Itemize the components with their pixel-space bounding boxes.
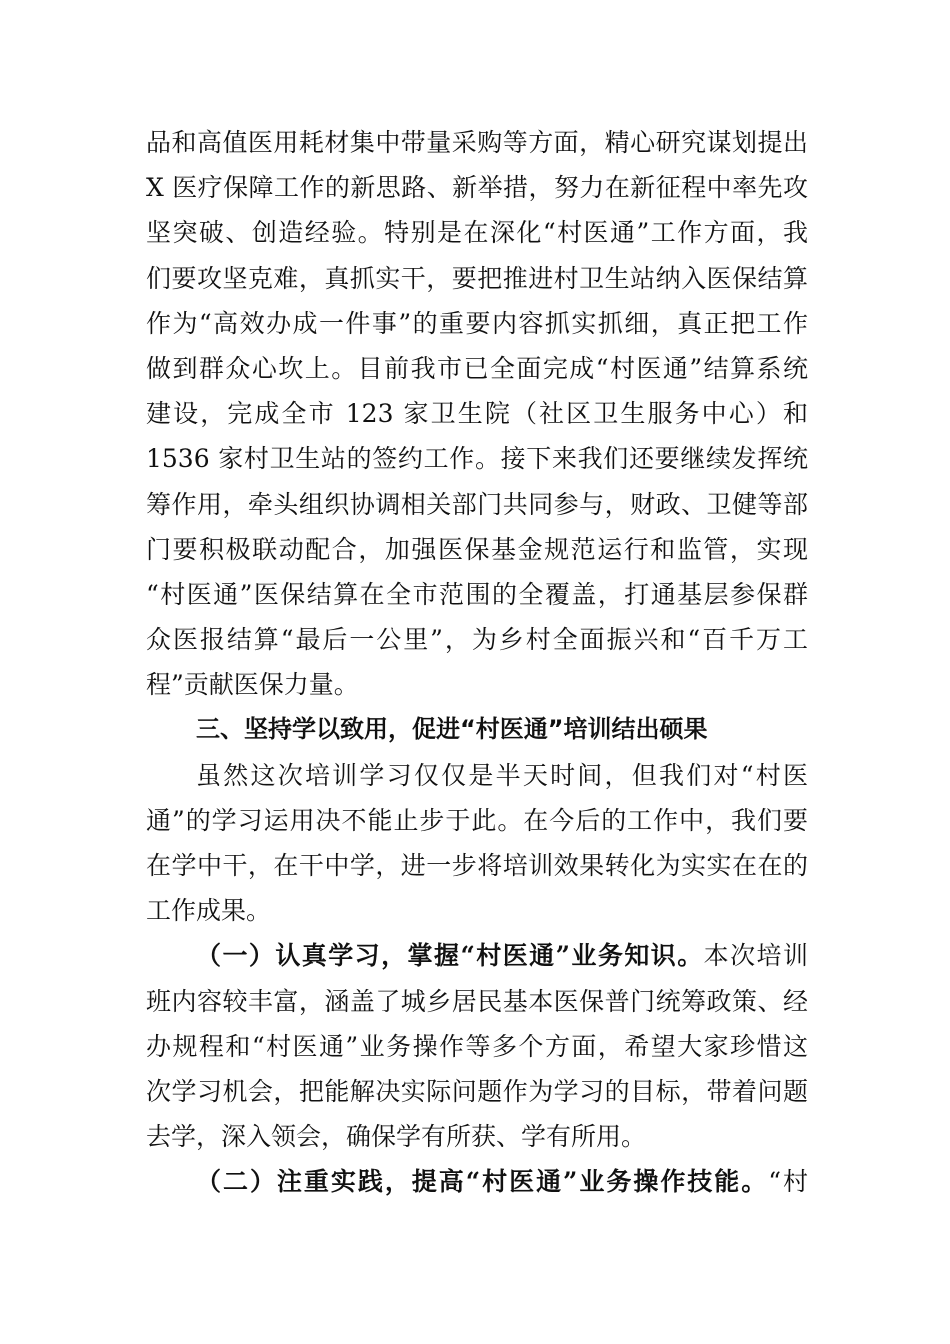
document-body	[146, 120, 808, 1205]
text-line: 品和高值医用耗材集中带量采购等方面，精心研究谋划提出	[146, 128, 808, 157]
text-line: 去学，深入领会，确保学有所获、学有所用。	[146, 1122, 647, 1152]
text-run: “村	[768, 1167, 809, 1197]
text-line: 1536 家村卫生站的签约工作。接下来我们还要继续发挥统	[146, 444, 808, 474]
text-line: 程”贡献医保力量。	[146, 670, 359, 700]
text-line: 工作成果。	[146, 896, 272, 926]
paragraph-study-knowledge	[146, 933, 808, 1159]
text-line	[146, 1159, 808, 1204]
text-line: 筹作用，牵头组织协调相关部门共同参与，财政、卫健等部	[146, 489, 808, 519]
text-line: 众医报结算“最后一公里”，为乡村全面振兴和“百千万工	[146, 625, 808, 655]
text-line: 建设，完成全市 123 家卫生院（社区卫生服务中心）和	[146, 399, 808, 429]
paragraph-medical-security	[146, 120, 808, 707]
paragraph-training-intro	[146, 753, 808, 934]
text-line: 们要攻坚克难，真抓实干，要把推进村卫生站纳入医保结算	[146, 263, 808, 293]
text-line: X 医疗保障工作的新思路、新举措，努力在新征程中率先攻	[146, 173, 808, 203]
text-line: 办规程和“村医通”业务操作等多个方面，希望大家珍惜这	[146, 1031, 808, 1061]
subheading-lead: （一）认真学习，掌握“村医通”业务知识。	[196, 941, 704, 971]
text-line: 班内容较丰富，涵盖了城乡居民基本医保普门统筹政策、经	[146, 986, 808, 1016]
text-line: 虽然这次培训学习仅仅是半天时间，但我们对“村医	[196, 760, 808, 790]
paragraph-practice-skills	[146, 1159, 808, 1204]
subheading-lead: （二）注重实践，提高“村医通”业务操作技能。	[196, 1167, 769, 1197]
text-line: 次学习机会，把能解决实际问题作为学习的目标，带着问题	[146, 1076, 808, 1106]
text-line: 作为“高效办成一件事”的重要内容抓实抓细，真正把工作	[146, 308, 808, 338]
text-line: 在学中干，在干中学，进一步将培训效果转化为实实在在的	[146, 851, 808, 880]
text-line: 坚突破、创造经验。特别是在深化“村医通”工作方面，我	[146, 218, 808, 248]
text-line	[146, 933, 808, 978]
section-heading-3: 三、坚持学以致用，促进“村医通”培训结出硕果	[196, 715, 708, 744]
text-line: 通”的学习运用决不能止步于此。在今后的工作中，我们要	[146, 805, 808, 835]
text-run: 本次培训	[703, 941, 808, 971]
text-line: “村医通”医保结算在全市范围的全覆盖，打通基层参保群	[146, 579, 808, 609]
text-line: 做到群众心坎上。目前我市已全面完成“村医通”结算系统	[146, 353, 808, 383]
text-line: 门要积极联动配合，加强医保基金规范运行和监管，实现	[146, 534, 808, 564]
